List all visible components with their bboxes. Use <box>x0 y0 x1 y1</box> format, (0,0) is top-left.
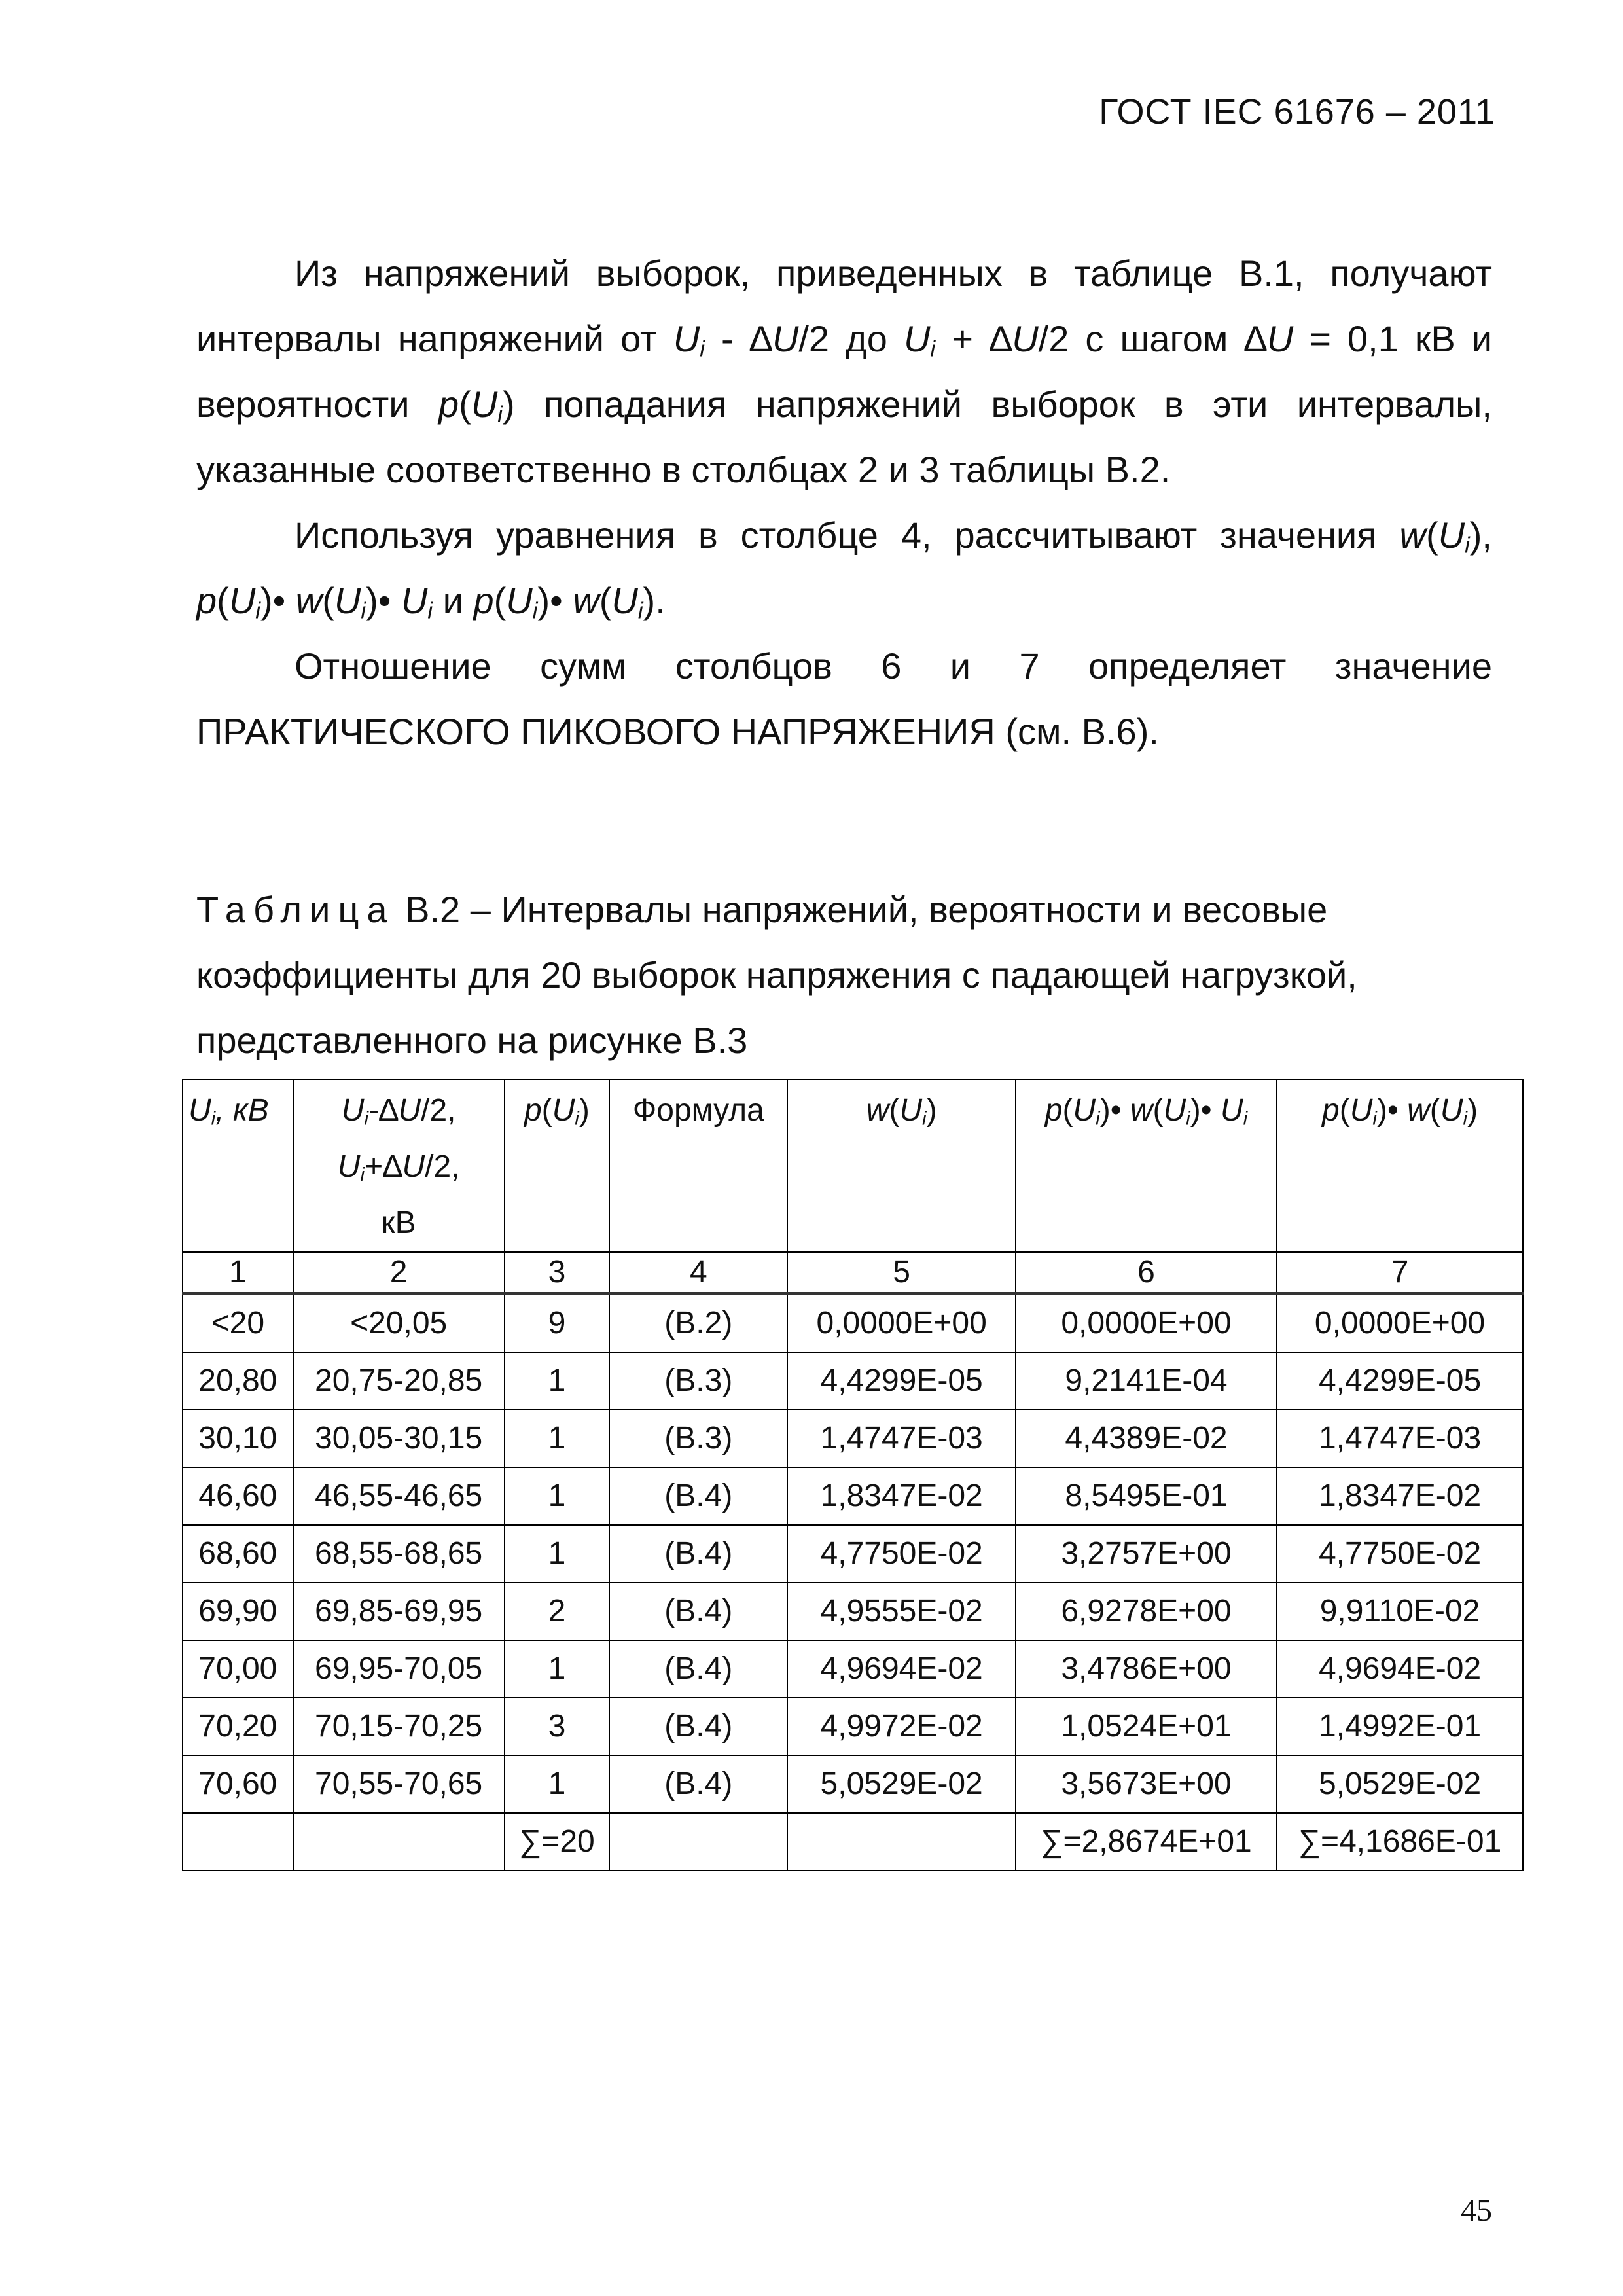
cell-pwu: 3,2757E+00 <box>1016 1525 1277 1583</box>
cell-pw: 5,0529E-02 <box>1277 1755 1523 1813</box>
cell-w: 4,9972E-02 <box>787 1698 1015 1755</box>
cell-interval: 68,55-68,65 <box>293 1525 505 1583</box>
cell-pwu: 0,0000E+00 <box>1016 1294 1277 1353</box>
cell-u: 70,20 <box>183 1698 293 1755</box>
cell-formula: (B.4) <box>609 1467 787 1525</box>
table-caption-text: В.2 – Интервалы напряжений, вероятности и весовые коэффициенты для 20 выборок напряжения с падающей нагрузкой, представленного на рисунке В.3 <box>196 889 1357 1061</box>
column-number: 7 <box>1277 1252 1523 1294</box>
column-number: 1 <box>183 1252 293 1294</box>
cell-empty <box>293 1813 505 1871</box>
cell-pw: 4,9694E-02 <box>1277 1640 1523 1698</box>
cell-u: <20 <box>183 1294 293 1353</box>
cell-empty <box>609 1813 787 1871</box>
table-row <box>183 1410 1523 1467</box>
table-header-row <box>183 1079 1523 1252</box>
table-caption-label: Таблица <box>196 889 395 930</box>
table-row <box>183 1755 1523 1813</box>
header-weight: $w(U_i)$ <box>787 1079 1015 1252</box>
column-number: 2 <box>293 1252 505 1294</box>
cell-pw: 1,8347E-02 <box>1277 1467 1523 1525</box>
cell-pwu: 8,5495E-01 <box>1016 1467 1277 1525</box>
table-row <box>183 1525 1523 1583</box>
cell-interval: <20,05 <box>293 1294 505 1353</box>
cell-formula: (B.4) <box>609 1640 787 1698</box>
cell-formula: (B.4) <box>609 1755 787 1813</box>
header-interval: $U_i-\Delta U/2$, $U_i+\Delta U/2$, кВ <box>293 1079 505 1252</box>
cell-interval: 70,55-70,65 <box>293 1755 505 1813</box>
cell-interval: 30,05-30,15 <box>293 1410 505 1467</box>
cell-u: 68,60 <box>183 1525 293 1583</box>
cell-interval: 70,15-70,25 <box>293 1698 505 1755</box>
cell-formula: (B.4) <box>609 1583 787 1640</box>
column-number: 4 <box>609 1252 787 1294</box>
paragraph-2: Используя уравнения в столбце 4, рассчитывают значения $w(U_i)$, $p(U_i)•$ $w(U_i)•$ $U_i$ и $p(U_i)•$ $w(U_i)$. <box>196 514 1492 624</box>
cell-p: 1 <box>505 1467 610 1525</box>
column-number: 5 <box>787 1252 1015 1294</box>
data-table <box>182 1079 1524 1871</box>
column-number: 6 <box>1016 1252 1277 1294</box>
cell-formula: (B.3) <box>609 1352 787 1410</box>
column-number: 3 <box>505 1252 610 1294</box>
cell-pw: 1,4992E-01 <box>1277 1698 1523 1755</box>
cell-p: 1 <box>505 1352 610 1410</box>
sum-pw: ∑=4,1686E-01 <box>1277 1813 1523 1871</box>
cell-w: 1,4747E-03 <box>787 1410 1015 1467</box>
cell-pwu: 1,0524E+01 <box>1016 1698 1277 1755</box>
cell-u: 70,60 <box>183 1755 293 1813</box>
cell-pw: 4,4299E-05 <box>1277 1352 1523 1410</box>
cell-w: 4,4299E-05 <box>787 1352 1015 1410</box>
cell-p: 1 <box>505 1410 610 1467</box>
cell-interval: 46,55-46,65 <box>293 1467 505 1525</box>
cell-empty <box>787 1813 1015 1871</box>
cell-w: 5,0529E-02 <box>787 1755 1015 1813</box>
table-row <box>183 1640 1523 1698</box>
header-probability: $p(U_i)$ <box>505 1079 610 1252</box>
cell-p: 9 <box>505 1294 610 1353</box>
cell-pwu: 3,4786E+00 <box>1016 1640 1277 1698</box>
document-code: ГОСТ IEC 61676 – 2011 <box>1099 92 1495 132</box>
sum-p: ∑=20 <box>505 1813 610 1871</box>
cell-pwu: 9,2141E-04 <box>1016 1352 1277 1410</box>
cell-empty <box>183 1813 293 1871</box>
cell-pw: 1,4747E-03 <box>1277 1410 1523 1467</box>
paragraph-1: Из напряжений выборок, приведенных в таблице В.1, получают интервалы напряжений от $U_i - \Delta U/2$ до $U_i + \Delta U/2$ с шагом ∆U = 0,1 кВ и вероятности $p(U_i)$ попадания напряжений выборок в эти интервалы, указанные соответственно в столбцах 2 и 3 таблицы В.2. <box>196 253 1492 490</box>
cell-pw: 0,0000E+00 <box>1277 1294 1523 1353</box>
table-caption <box>196 877 1492 1073</box>
cell-formula: (B.3) <box>609 1410 787 1467</box>
table-row <box>183 1294 1523 1353</box>
cell-w: 4,7750E-02 <box>787 1525 1015 1583</box>
cell-p: 1 <box>505 1525 610 1583</box>
header-ui: $U_i$, кВ <box>183 1079 293 1252</box>
cell-interval: 20,75-20,85 <box>293 1352 505 1410</box>
body-text <box>196 241 1492 764</box>
paragraph-3: Отношение сумм столбцов 6 и 7 определяет значение ПРАКТИЧЕСКОГО ПИКОВОГО НАПРЯЖЕНИЯ (см. В.6). <box>196 645 1492 752</box>
cell-u: 30,10 <box>183 1410 293 1467</box>
header-formula: Формула <box>609 1079 787 1252</box>
page-number: 45 <box>1461 2193 1492 2228</box>
cell-formula: (B.2) <box>609 1294 787 1353</box>
cell-w: 1,8347E-02 <box>787 1467 1015 1525</box>
cell-w: 4,9694E-02 <box>787 1640 1015 1698</box>
sum-row <box>183 1813 1523 1871</box>
cell-pwu: 4,4389E-02 <box>1016 1410 1277 1467</box>
table-row <box>183 1698 1523 1755</box>
cell-w: 0,0000E+00 <box>787 1294 1015 1353</box>
table-row <box>183 1467 1523 1525</box>
cell-pw: 9,9110E-02 <box>1277 1583 1523 1640</box>
header-pw: $p(U_i)•$ $w(U_i)$ <box>1277 1079 1523 1252</box>
header-pwu: $p(U_i)•$ $w(U_i)•$ $U_i$ <box>1016 1079 1277 1252</box>
cell-p: 1 <box>505 1755 610 1813</box>
cell-p: 2 <box>505 1583 610 1640</box>
cell-pwu: 6,9278E+00 <box>1016 1583 1277 1640</box>
table-row <box>183 1583 1523 1640</box>
cell-pwu: 3,5673E+00 <box>1016 1755 1277 1813</box>
column-number-row <box>183 1252 1523 1294</box>
sum-pwu: ∑=2,8674E+01 <box>1016 1813 1277 1871</box>
cell-u: 70,00 <box>183 1640 293 1698</box>
cell-p: 3 <box>505 1698 610 1755</box>
cell-formula: (B.4) <box>609 1698 787 1755</box>
cell-interval: 69,85-69,95 <box>293 1583 505 1640</box>
cell-p: 1 <box>505 1640 610 1698</box>
cell-interval: 69,95-70,05 <box>293 1640 505 1698</box>
cell-formula: (B.4) <box>609 1525 787 1583</box>
cell-w: 4,9555E-02 <box>787 1583 1015 1640</box>
cell-u: 69,90 <box>183 1583 293 1640</box>
cell-pw: 4,7750E-02 <box>1277 1525 1523 1583</box>
cell-u: 46,60 <box>183 1467 293 1525</box>
cell-u: 20,80 <box>183 1352 293 1410</box>
table-row <box>183 1352 1523 1410</box>
